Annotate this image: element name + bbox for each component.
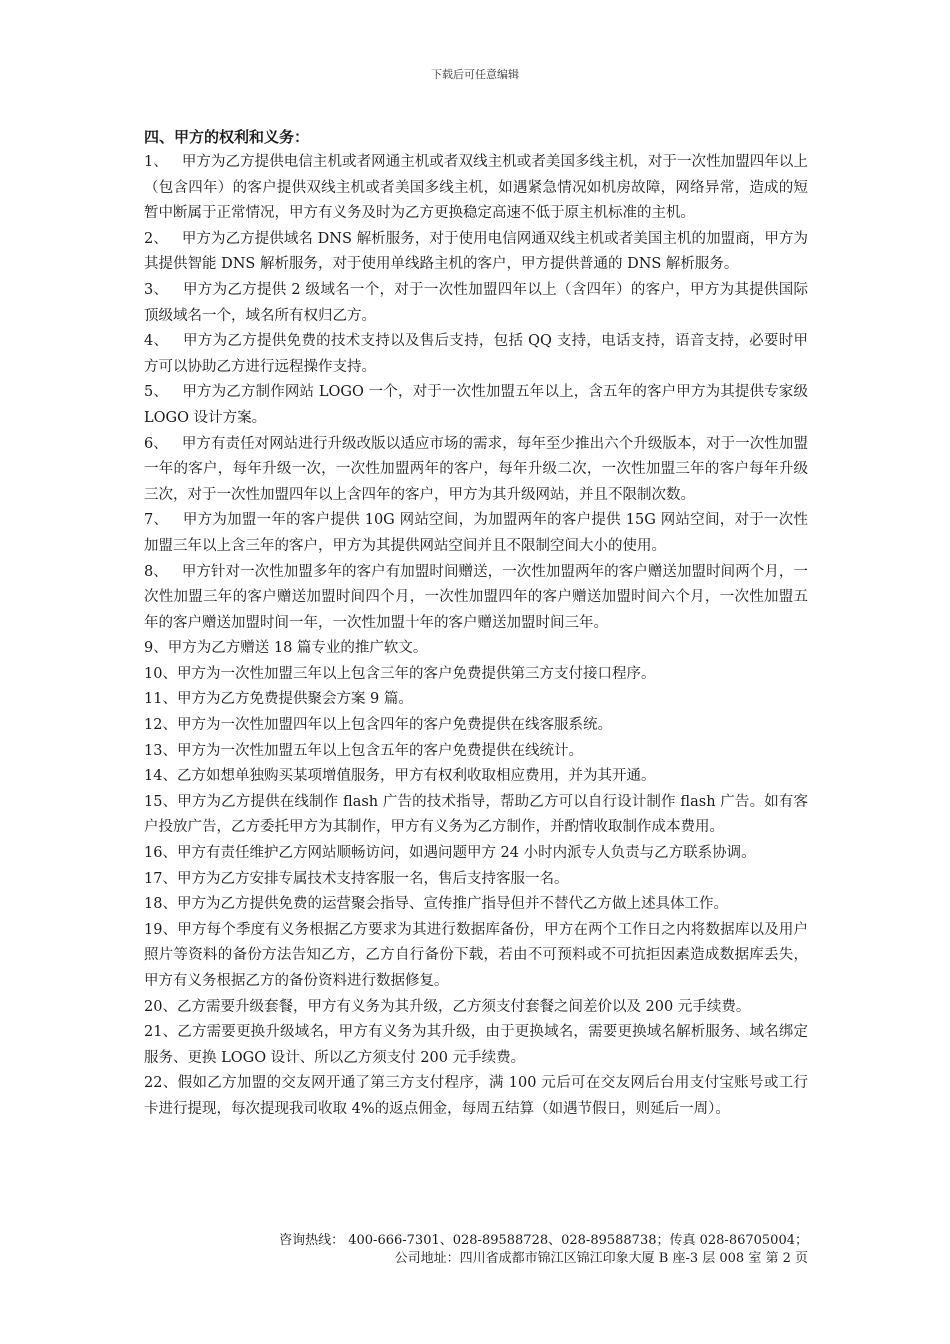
clause-number: 1、 (144, 154, 168, 170)
clause-item (144, 150, 808, 227)
clause-item (144, 841, 808, 867)
clause-number: 8、 (144, 563, 168, 580)
clause-number: 10、 (144, 665, 177, 682)
document-body (144, 124, 808, 1123)
clause-text: 乙方如想单独购买某项增值服务，甲方有权利收取相应费用，并为其开通。 (176, 768, 656, 785)
clause-number: 16、 (144, 845, 177, 862)
clause-item (144, 380, 808, 431)
clause-text: 假如乙方加盟的交友网开通了第三方支付程序，满 100 元后可在交友网后台用支付宝账号或工行卡进行提现，每次提现我司收取 4%的返点佣金，每周五结算（如遇节假日，则延后一周）。 (144, 1075, 808, 1117)
clause-text: 甲方有责任维护乙方网站顺畅访问，如遇问题甲方 24 小时内派专人负责与乙方联系协调。 (176, 845, 756, 862)
clause-number: 11、 (144, 691, 177, 708)
clause-item (144, 739, 808, 765)
clause-text: 甲方为一次性加盟五年以上包含五年的客户免费提供在线统计。 (176, 742, 583, 759)
clause-text: 乙方需要升级套餐，甲方有义务为其升级，乙方须支付套餐之间差价以及 200 元手续费。 (176, 998, 751, 1015)
clause-number: 12、 (144, 717, 177, 734)
clause-text: 甲方为乙方提供免费的运营聚会指导、宣传推广指导但并不替代乙方做上述具体工作。 (176, 896, 728, 913)
clause-item (144, 508, 808, 559)
clause-number: 2、 (144, 230, 168, 247)
clause-item (144, 560, 808, 637)
clause-number: 20、 (144, 998, 177, 1015)
clause-text: 甲方为乙方提供 2 级域名一个，对于一次性加盟四年以上（含四年）的客户，甲方为其提供国际顶级域名一个，域名所有权归乙方。 (144, 281, 809, 324)
clause-text: 甲方为一次性加盟四年以上包含四年的客户免费提供在线客服系统。 (176, 717, 612, 734)
clause-text: 甲方为乙方制作网站 LOGO 一个，对于一次性加盟五年以上，含五年的客户甲方为其提供专家级 LOGO 设计方案。 (144, 384, 809, 426)
clause-text: 甲方每个季度有义务根据乙方要求为其进行数据库备份，甲方在两个工作日之内将数据库以及用户照片等资料的备份方法告知乙方，乙方自行备份下载，若由不可预料或不可抗拒因素造成数据库丢失，甲方有义务根据乙方的备份资料进行数据修复。 (144, 921, 808, 989)
clause-text: 甲方为乙方提供在线制作 flash 广告的技术指导，帮助乙方可以自行设计制作 flash 广告。如有客户投放广告，乙方委托甲方为其制作，甲方有义务为乙方制作，并酌情收取制作成本费用。 (144, 793, 808, 836)
clause-item (144, 687, 808, 713)
clause-item (144, 636, 808, 662)
clause-number: 7、 (144, 512, 169, 529)
clause-number: 4、 (144, 333, 169, 350)
clause-number: 19、 (144, 921, 178, 938)
clause-number: 17、 (144, 870, 177, 887)
clause-number: 14、 (144, 768, 177, 785)
clause-number: 3、 (144, 281, 169, 298)
clause-text: 甲方针对一次性加盟多年的客户有加盟时间赠送，一次性加盟两年的客户赠送加盟时间两个月，一次性加盟三年的客户赠送加盟时间四个月，一次性加盟四年的客户赠送加盟时间六个月，一次性加盟五年的客户赠送加盟时间一年，一次性加盟十年的客户赠送加盟时间三年。 (144, 563, 808, 631)
page-footer (144, 1232, 808, 1268)
clause-item (144, 867, 808, 893)
clause-number: 22、 (144, 1075, 178, 1092)
page-header: 下载后可任意编辑 (431, 68, 519, 81)
clause-text: 甲方为一次性加盟三年以上包含三年的客户免费提供第三方支付接口程序。 (176, 665, 656, 682)
clause-item (144, 995, 808, 1021)
clause-number: 18、 (144, 896, 177, 913)
footer-address-line: 公司地址：四川省成都市锦江区锦江印象大厦 B 座-3 层 008 室 第 2 页 (394, 1251, 808, 1266)
clause-item (144, 227, 808, 278)
clause-item (144, 662, 808, 688)
clause-item (144, 892, 808, 918)
clause-text: 甲方为加盟一年的客户提供 10G 网站空间，为加盟两年的客户提供 15G 网站空间，对于一次性加盟三年以上含三年的客户，甲方为其提供网站空间并且不限制空间大小的使用。 (144, 512, 808, 554)
clause-text: 甲方为乙方赠送 18 篇专业的推广软文。 (167, 640, 428, 657)
section-title: 四、甲方的权利和义务： (144, 128, 310, 146)
clause-number: 15、 (144, 793, 178, 810)
clause-item (144, 790, 808, 841)
clause-item (144, 1020, 808, 1071)
clause-item (144, 329, 808, 380)
clause-number: 5、 (144, 384, 169, 401)
clause-item (144, 918, 808, 995)
clause-number: 13、 (144, 742, 177, 759)
clause-text: 甲方为乙方提供免费的技术支持以及售后支持，包括 QQ 支持，电话支持，语音支持，必要时甲方可以协助乙方进行远程操作支持。 (144, 333, 808, 375)
clause-list (144, 150, 808, 1123)
clause-text: 乙方需要更换升级域名，甲方有义务为其升级，由于更换域名，需要更换域名解析服务、域名绑定服务、更换 LOGO 设计、所以乙方须支付 200 元手续费。 (144, 1024, 808, 1066)
clause-text: 甲方为乙方免费提供聚会方案 9 篇。 (176, 691, 413, 708)
clause-text: 甲方为乙方提供电信主机或者网通主机或者双线主机或者美国多线主机，对于一次性加盟四年以上（包含四年）的客户提供双线主机或者美国多线主机，如遇紧急情况如机房故障，网络异常，造成的短暂中断属于正常情况，甲方有义务及时为乙方更换稳定高速不低于原主机标准的主机。 (144, 154, 808, 222)
clause-text: 甲方为乙方提供域名 DNS 解析服务，对于使用电信网通双线主机或者美国主机的加盟商，甲方为其提供智能 DNS 解析服务，对于使用单线路主机的客户，甲方提供普通的 DNS 解析服务。 (144, 230, 808, 273)
clause-item (144, 278, 808, 329)
clause-text: 甲方有责任对网站进行升级改版以适应市场的需求，每年至少推出六个升级版本，对于一次性加盟一年的客户，每年升级一次，一次性加盟两年的客户，每年升级二次，一次性加盟三年的客户每年升级三次，对于一次性加盟四年以上含四年的客户，甲方为其升级网站，并且不限制次数。 (144, 435, 808, 503)
clause-item (144, 432, 808, 509)
clause-text: 甲方为乙方安排专属技术支持客服一名，售后支持客服一名。 (176, 870, 569, 887)
clause-number: 9、 (144, 640, 168, 657)
clause-item (144, 764, 808, 790)
clause-item (144, 713, 808, 739)
footer-contact-line: 咨询热线： 400-666-7301、028-89588728、028-89588738；传真 028-86705004； (279, 1233, 808, 1248)
clause-number: 21、 (144, 1024, 178, 1041)
clause-item (144, 1071, 808, 1122)
clause-number: 6、 (144, 435, 168, 452)
